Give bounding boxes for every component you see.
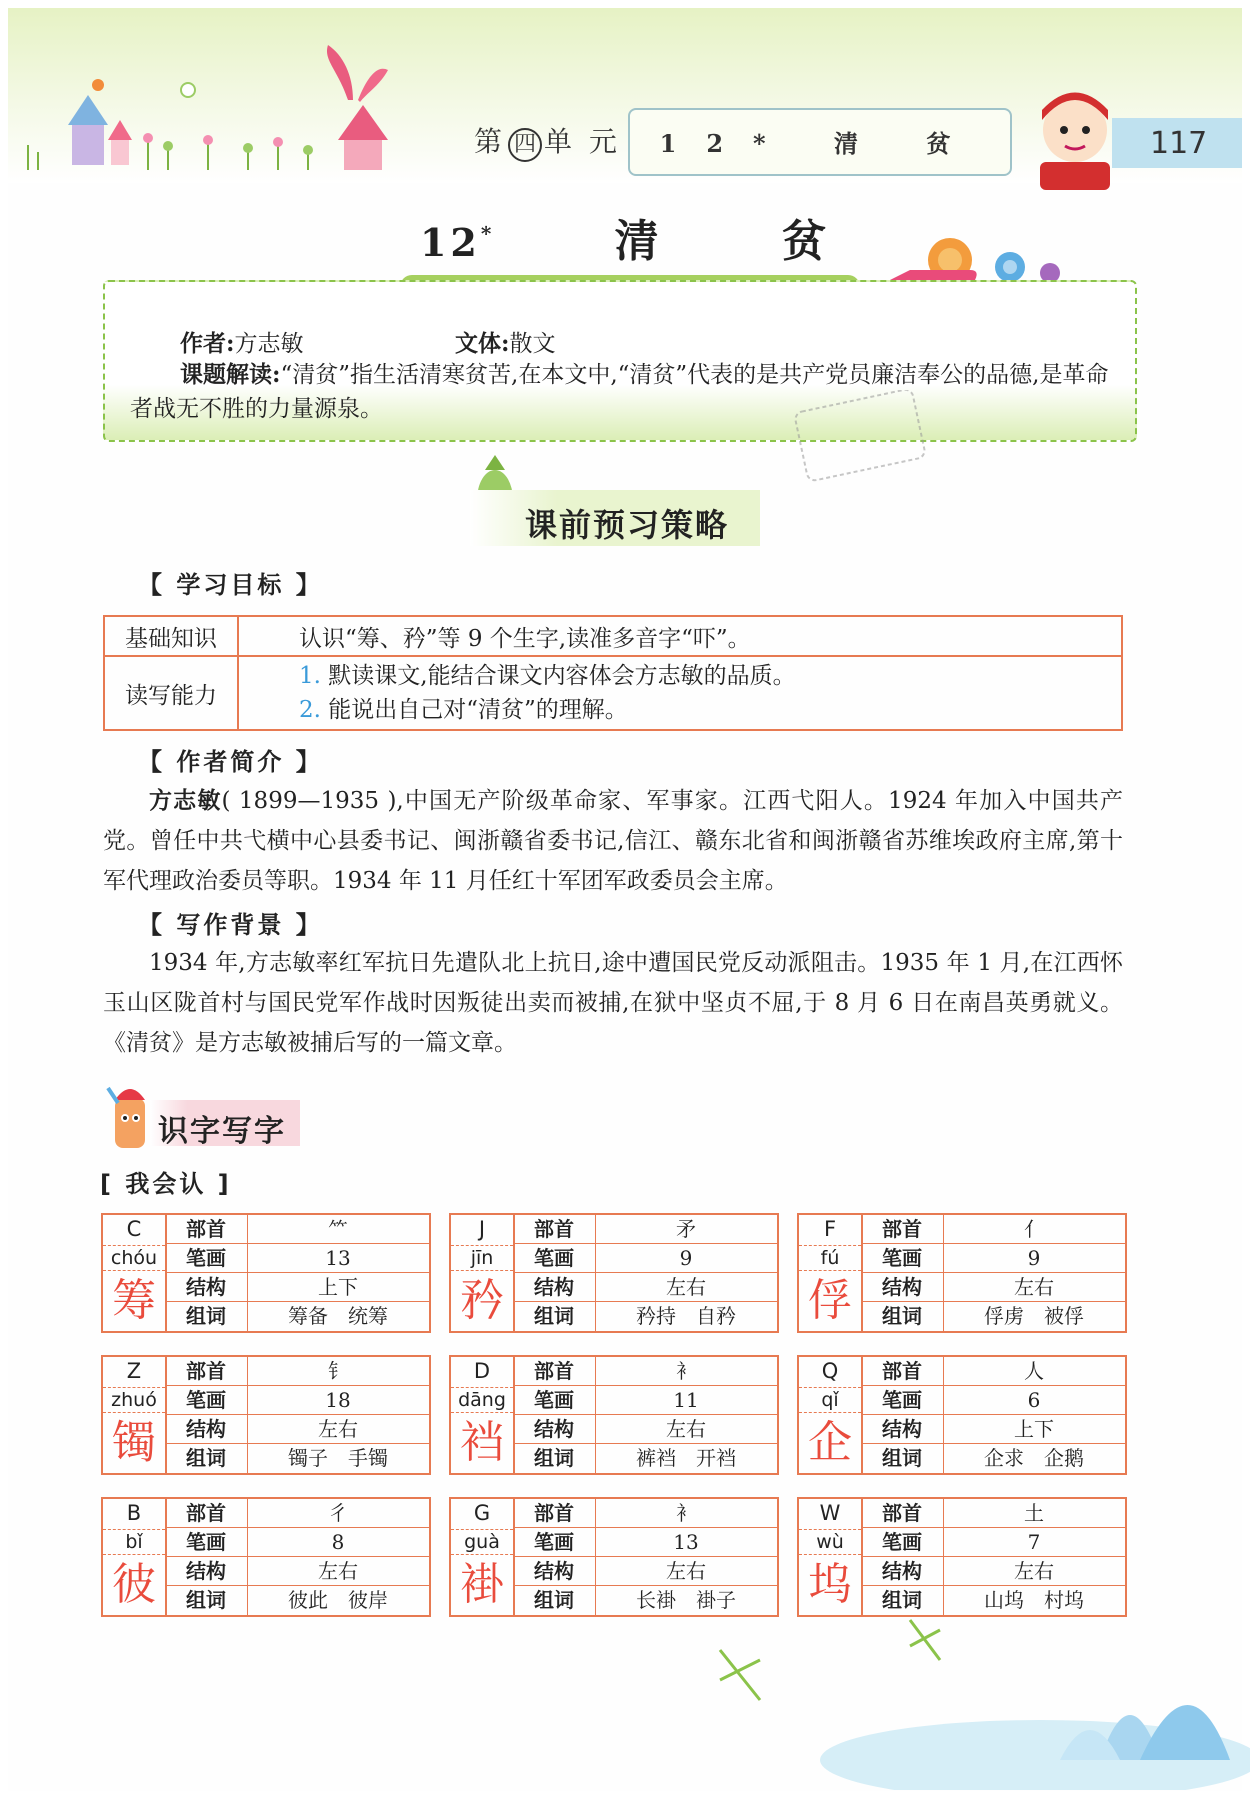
character-card [449, 1497, 779, 1617]
card-row-label: 部首 [861, 1499, 944, 1528]
character-card [101, 1497, 431, 1617]
author-intro-name: 方志敏 [149, 787, 222, 814]
card-character: 俘 [808, 1275, 852, 1326]
card-row-value: 13 [325, 1246, 351, 1270]
card-row-label: 笔画 [165, 1386, 248, 1415]
card-initial: F [823, 1217, 837, 1241]
card-row-structure [861, 1273, 1125, 1302]
author-intro-text: ( 1899—1935 ),中国无产阶级革命家、军事家。江西弋阳人。1924 年加入中国共产党。曾任中共弋横中心县委书记、闽浙赣省委书记,信江、赣东北省和闽浙赣省苏维埃政府主席,第十军代理政治委员等职。1934 年 11 月任红十军团军政委员会主席。 [103, 788, 1124, 894]
character-card [797, 1213, 1127, 1333]
background-heading: 【 写作背景 】 [138, 911, 323, 939]
card-row-radical [513, 1215, 777, 1244]
card-row-strokes [165, 1386, 429, 1415]
card-row-label: 结构 [513, 1415, 596, 1444]
card-row-radical [165, 1357, 429, 1386]
card-row-value: 俘虏 被俘 [984, 1304, 1084, 1328]
card-row-value: 土 [1024, 1501, 1044, 1525]
card-row-value: 筹备 统筹 [288, 1304, 388, 1328]
card-detail-rows [513, 1357, 777, 1473]
card-character: 裆 [460, 1417, 504, 1468]
character-card [101, 1213, 431, 1333]
card-row-label: 部首 [861, 1215, 944, 1244]
card-row-value: 左右 [318, 1559, 358, 1583]
card-row-value: 左右 [666, 1417, 706, 1441]
card-row-label: 部首 [513, 1215, 596, 1244]
goal-item-text: 能说出自己对“清贫”的理解。 [328, 697, 628, 723]
card-row-radical [861, 1357, 1125, 1386]
card-row-label: 结构 [861, 1557, 944, 1586]
card-character: 褂 [460, 1559, 504, 1610]
card-row-label: 笔画 [513, 1244, 596, 1273]
card-row-label: 笔画 [165, 1528, 248, 1557]
character-card [449, 1355, 779, 1475]
card-row-value: 11 [673, 1388, 699, 1412]
character-card [101, 1355, 431, 1475]
card-character: 坞 [808, 1559, 852, 1610]
lesson-number: 12 [419, 220, 481, 265]
card-row-label: 组词 [513, 1586, 596, 1615]
card-row-structure [513, 1273, 777, 1302]
card-pinyin-column [799, 1357, 863, 1473]
card-detail-rows [861, 1499, 1125, 1615]
card-detail-rows [513, 1215, 777, 1331]
card-row-label: 组词 [861, 1302, 944, 1331]
card-pinyin: wù [799, 1529, 861, 1555]
card-row-strokes [165, 1244, 429, 1273]
card-pinyin-column [799, 1215, 863, 1331]
card-pinyin: chóu [103, 1245, 165, 1271]
card-row-structure [165, 1415, 429, 1444]
card-row-words [861, 1302, 1125, 1331]
card-row-value: 9 [1027, 1246, 1041, 1270]
goal-item [299, 659, 1107, 693]
card-row-label: 部首 [513, 1499, 596, 1528]
unit-suffix: 单 元 [544, 125, 621, 158]
card-row-words [165, 1444, 429, 1473]
unit-number: 四 [508, 128, 542, 162]
card-character: 矜 [460, 1275, 504, 1326]
card-row-value: 钅 [328, 1359, 348, 1383]
card-pinyin-column [451, 1215, 515, 1331]
preview-banner-title: 课前预习策略 [525, 506, 730, 544]
watermark [350, 885, 375, 955]
character-card [797, 1497, 1127, 1617]
card-row-label: 笔画 [513, 1528, 596, 1557]
card-row-label: 组词 [513, 1302, 596, 1331]
card-detail-rows [861, 1357, 1125, 1473]
card-pinyin: jīn [451, 1245, 513, 1271]
card-initial: J [478, 1217, 486, 1241]
card-pinyin-column [103, 1499, 167, 1615]
card-pinyin: dāng [451, 1387, 513, 1413]
card-pinyin-column [103, 1357, 167, 1473]
genre-line [455, 325, 556, 358]
card-row-strokes [513, 1528, 777, 1557]
goals-heading: 【 学习目标 】 [138, 571, 323, 599]
card-row-label: 组词 [165, 1444, 248, 1473]
card-row-radical [861, 1215, 1125, 1244]
card-row-value: 彼此 彼岸 [288, 1588, 388, 1612]
author-value: 方志敏 [234, 331, 304, 357]
card-row-label: 结构 [165, 1557, 248, 1586]
unit-prefix: 第 [474, 125, 507, 158]
stamp-watermark [790, 390, 940, 490]
scroll-title: 12* 清 贫 [659, 129, 981, 158]
genre-label: 文体: [455, 330, 510, 357]
card-row-value: 上下 [1014, 1417, 1054, 1441]
recognize-heading: [ 我会认 ] [100, 1170, 232, 1198]
card-row-value: 矛 [676, 1217, 696, 1241]
card-row-value: ⺮ [328, 1217, 348, 1241]
card-pinyin: guà [451, 1529, 513, 1555]
title-scroll [628, 108, 1012, 176]
card-detail-rows [513, 1499, 777, 1615]
card-row-structure [513, 1415, 777, 1444]
card-row-label: 笔画 [861, 1244, 944, 1273]
card-row-radical [165, 1499, 429, 1528]
card-row-value: 裤裆 开裆 [636, 1446, 736, 1470]
card-initial: Q [821, 1359, 839, 1383]
card-initial: W [819, 1501, 841, 1525]
card-row-value: 山坞 村坞 [984, 1588, 1084, 1612]
card-row-radical [861, 1499, 1125, 1528]
card-initial: D [473, 1359, 491, 1383]
card-character: 筹 [112, 1275, 156, 1326]
goal-item-number: 2. [299, 697, 321, 723]
card-row-words [513, 1444, 777, 1473]
boy-mascot-illustration [1020, 80, 1130, 190]
character-card [449, 1213, 779, 1333]
card-row-label: 结构 [165, 1415, 248, 1444]
goal-item-text: 默读课文,能结合课文内容体会方志敏的品质。 [328, 663, 796, 689]
background-paragraph: 1934 年,方志敏率红军抗日先遣队北上抗日,途中遭国民党反动派阻击。1935 年 1 月,在江西怀玉山区陇首村与国民党军作战时因叛徒出卖而被捕,在狱中坚贞不屈,于 8 月 6 日在南昌英勇就义。《清贫》是方志敏被捕后写的一篇文章。 [103, 950, 1123, 1056]
card-row-strokes [861, 1528, 1125, 1557]
lesson-star: * [480, 221, 496, 246]
card-row-value: 衤 [676, 1359, 696, 1383]
card-initial: G [473, 1501, 491, 1525]
unit-label [474, 120, 621, 162]
pencil-mascot-illustration [100, 1078, 160, 1158]
genre-value: 散文 [509, 331, 556, 357]
card-row-structure [165, 1557, 429, 1586]
author-label: 作者: [180, 330, 235, 357]
goal-text: 认识“筹、矜”等 9 个生字,读准多音字“吓”。 [238, 616, 1122, 656]
card-row-strokes [165, 1528, 429, 1557]
card-pinyin: zhuó [103, 1387, 165, 1413]
card-row-label: 组词 [861, 1586, 944, 1615]
card-row-value: 6 [1027, 1388, 1041, 1412]
card-pinyin-column [103, 1215, 167, 1331]
card-initial: B [126, 1501, 142, 1525]
card-row-label: 结构 [861, 1415, 944, 1444]
card-row-label: 部首 [165, 1499, 248, 1528]
card-row-value: 衤 [676, 1501, 696, 1525]
card-row-label: 组词 [861, 1444, 944, 1473]
card-row-words [861, 1444, 1125, 1473]
card-row-label: 笔画 [861, 1386, 944, 1415]
literacy-banner-title: 识字写字 [158, 1114, 286, 1149]
card-detail-rows [165, 1215, 429, 1331]
card-pinyin-column [451, 1499, 515, 1615]
card-row-words [165, 1586, 429, 1615]
card-pinyin-column [799, 1499, 863, 1615]
card-row-value: 7 [1027, 1530, 1041, 1554]
card-row-value: 企求 企鹅 [984, 1446, 1084, 1470]
card-row-value: 13 [673, 1530, 699, 1554]
author-intro-paragraph [103, 781, 1123, 901]
author-line [180, 325, 304, 358]
title-explanation-label: 课题解读: [180, 361, 281, 388]
card-row-value: 8 [331, 1530, 345, 1554]
card-row-structure [513, 1557, 777, 1586]
card-row-value: 上下 [318, 1275, 358, 1299]
card-row-value: 左右 [318, 1417, 358, 1441]
lesson-title-char-1: 清 [614, 216, 663, 267]
card-row-label: 部首 [165, 1215, 248, 1244]
card-row-label: 结构 [165, 1273, 248, 1302]
card-row-words [513, 1302, 777, 1331]
card-row-value: 人 [1024, 1359, 1044, 1383]
page-number: 117 [1150, 126, 1208, 161]
card-pinyin: qǐ [799, 1387, 861, 1413]
card-row-value: 左右 [666, 1275, 706, 1299]
card-initial: C [126, 1217, 142, 1241]
card-row-label: 部首 [861, 1357, 944, 1386]
character-card [797, 1355, 1127, 1475]
card-detail-rows [861, 1215, 1125, 1331]
title-explanation-text: “清贫”指生活清寒贫苦,在本文中,“清贫”代表的是共产党员廉洁奉公的品德,是革命者战无不胜的力量源泉。 [130, 362, 1109, 422]
card-row-label: 结构 [513, 1273, 596, 1302]
card-row-value: 18 [325, 1388, 351, 1412]
goal-item-number: 1. [299, 663, 321, 689]
card-row-radical [513, 1499, 777, 1528]
card-row-structure [165, 1273, 429, 1302]
goal-category: 读写能力 [104, 656, 238, 730]
card-row-value: 矜持 自矜 [636, 1304, 736, 1328]
lotus-dragonfly-illustration [660, 1610, 1250, 1790]
card-row-radical [165, 1215, 429, 1244]
card-row-strokes [861, 1244, 1125, 1273]
houses-flowers-illustration [8, 30, 388, 180]
goal-row-reading [104, 656, 1122, 730]
card-row-value: 亻 [1024, 1217, 1044, 1241]
card-row-structure [861, 1557, 1125, 1586]
card-row-label: 笔画 [861, 1528, 944, 1557]
card-row-label: 组词 [513, 1444, 596, 1473]
goal-category: 基础知识 [104, 616, 238, 656]
card-row-label: 部首 [165, 1357, 248, 1386]
card-row-words [165, 1302, 429, 1331]
card-row-label: 结构 [513, 1557, 596, 1586]
card-character: 彼 [112, 1559, 156, 1610]
title-explanation [130, 358, 1120, 426]
card-pinyin: fú [799, 1245, 861, 1271]
card-row-label: 组词 [165, 1302, 248, 1331]
card-detail-rows [165, 1357, 429, 1473]
lesson-title-char-2: 贫 [782, 216, 830, 267]
card-row-value: 彳 [328, 1501, 348, 1525]
card-pinyin-column [451, 1357, 515, 1473]
card-detail-rows [165, 1499, 429, 1615]
goal-row-basic [104, 616, 1122, 656]
card-row-label: 部首 [513, 1357, 596, 1386]
card-row-structure [861, 1415, 1125, 1444]
card-row-value: 左右 [1014, 1559, 1054, 1583]
card-initial: Z [126, 1359, 142, 1383]
card-row-value: 镯子 手镯 [288, 1446, 388, 1470]
card-row-label: 结构 [861, 1273, 944, 1302]
card-row-strokes [861, 1386, 1125, 1415]
card-pinyin: bǐ [103, 1529, 165, 1555]
card-row-label: 笔画 [513, 1386, 596, 1415]
goal-list [238, 656, 1122, 730]
card-row-strokes [513, 1244, 777, 1273]
card-character: 镯 [112, 1417, 156, 1468]
card-row-label: 组词 [165, 1586, 248, 1615]
goals-table [103, 615, 1123, 731]
card-row-value: 左右 [666, 1559, 706, 1583]
card-row-strokes [513, 1386, 777, 1415]
card-row-value: 左右 [1014, 1275, 1054, 1299]
card-character: 企 [808, 1417, 852, 1468]
card-row-label: 笔画 [165, 1244, 248, 1273]
card-row-radical [513, 1357, 777, 1386]
author-intro-heading: 【 作者简介 】 [138, 748, 323, 776]
card-row-value: 9 [679, 1246, 693, 1270]
goal-item [299, 693, 1107, 727]
card-row-value: 长褂 褂子 [636, 1588, 736, 1612]
